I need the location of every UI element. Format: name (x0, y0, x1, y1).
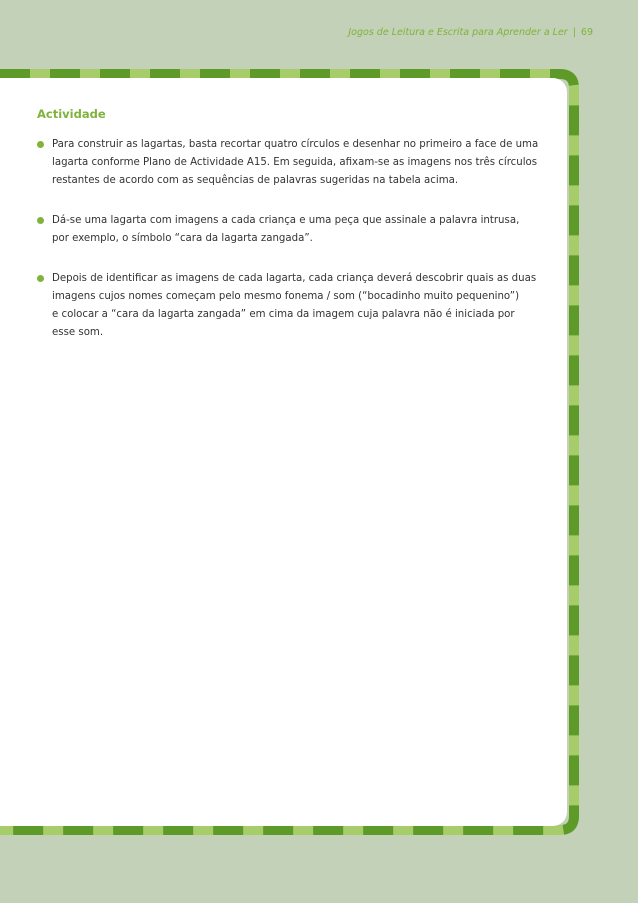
bullet-line: lagarta conforme Plano de Actividade A15. Em seguida, afixam-se as imagens nos três círculos (52, 157, 538, 168)
running-header-title: Jogos de Leitura e Escrita para Aprender a Ler (348, 27, 568, 38)
bullet-line: por exemplo, o símbolo “cara da lagarta zangada”. (52, 233, 313, 244)
bullet-line: esse som. (52, 327, 104, 338)
bullet-item (37, 212, 547, 248)
running-header (348, 27, 593, 38)
activity-bullet-list (37, 136, 547, 364)
bullet-dot-icon (37, 217, 44, 224)
bullet-line: Depois de identificar as imagens de cada lagarta, cada criança deverá descobrir quais as duas (52, 273, 537, 284)
bullet-line: restantes de acordo com as sequências de palavras sugeridas na tabela acima. (52, 175, 459, 186)
activity-heading: Actividade (37, 107, 106, 121)
bullet-line: e colocar a “cara da lagarta zangada” em cima da imagem cuja palavra não é iniciada por (52, 309, 515, 320)
bullet-item (37, 136, 547, 190)
bullet-line: Dá-se uma lagarta com imagens a cada criança e uma peça que assinale a palavra intrusa, (52, 215, 520, 226)
running-header-separator: | (572, 27, 576, 38)
bullet-line: Para construir as lagartas, basta recortar quatro círculos e desenhar no primeiro a face de uma (52, 139, 539, 150)
bullet-dot-icon (37, 275, 44, 282)
page-number: 69 (580, 27, 593, 38)
bullet-line: imagens cujos nomes começam pelo mesmo fonema / som (“bocadinho muito pequenino”) (52, 291, 520, 302)
bullet-dot-icon (37, 141, 44, 148)
bullet-item (37, 270, 547, 342)
